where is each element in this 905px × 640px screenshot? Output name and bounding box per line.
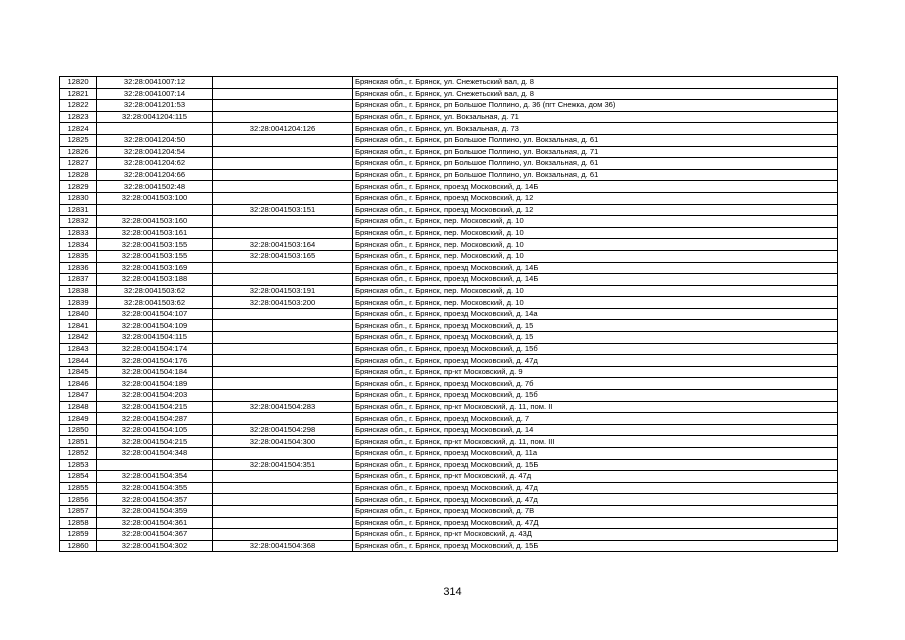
cadastral-number-cell: 32:28:0041504:357 — [97, 494, 213, 506]
table-row — [60, 540, 838, 552]
table-row — [60, 471, 838, 483]
table-row — [60, 424, 838, 436]
table-row — [60, 239, 838, 251]
row-number-cell: 12829 — [60, 181, 97, 193]
address-cell: Брянская обл., г. Брянск, проезд Московский, д. 7В — [353, 505, 838, 517]
address-cell: Брянская обл., г. Брянск, проезд Московский, д. 7 — [353, 413, 838, 425]
row-number-cell: 12860 — [60, 540, 97, 552]
address-cell: Брянская обл., г. Брянск, проезд Московский, д. 47д — [353, 355, 838, 367]
table-row — [60, 250, 838, 262]
cadastral-number-cell: 32:28:0041503:160 — [97, 216, 213, 228]
related-cadastral-number-cell — [213, 494, 353, 506]
table-row — [60, 227, 838, 239]
related-cadastral-number-cell — [213, 482, 353, 494]
cadastral-number-cell: 32:28:0041503:100 — [97, 192, 213, 204]
related-cadastral-number-cell — [213, 216, 353, 228]
table-row — [60, 320, 838, 332]
row-number-cell: 12853 — [60, 459, 97, 471]
cadastral-number-cell: 32:28:0041504:176 — [97, 355, 213, 367]
row-number-cell: 12852 — [60, 448, 97, 460]
related-cadastral-number-cell — [213, 320, 353, 332]
related-cadastral-number-cell — [213, 274, 353, 286]
address-cell: Брянская обл., г. Брянск, пр-кт Московский, д. 47д — [353, 471, 838, 483]
registry-table-body — [60, 77, 838, 552]
table-row — [60, 297, 838, 309]
address-cell: Брянская обл., г. Брянск, проезд Московский, д. 12 — [353, 192, 838, 204]
row-number-cell: 12820 — [60, 77, 97, 89]
row-number-cell: 12832 — [60, 216, 97, 228]
address-cell: Брянская обл., г. Брянск, проезд Московский, д. 15б — [353, 390, 838, 402]
row-number-cell: 12833 — [60, 227, 97, 239]
table-row — [60, 332, 838, 344]
row-number-cell: 12854 — [60, 471, 97, 483]
table-row — [60, 390, 838, 402]
address-cell: Брянская обл., г. Брянск, пер. Московский, д. 10 — [353, 227, 838, 239]
address-cell: Брянская обл., г. Брянск, проезд Московский, д. 14Б — [353, 262, 838, 274]
table-row — [60, 448, 838, 460]
cadastral-number-cell: 32:28:0041503:62 — [97, 297, 213, 309]
related-cadastral-number-cell — [213, 517, 353, 529]
address-cell: Брянская обл., г. Брянск, проезд Московский, д. 14а — [353, 308, 838, 320]
table-row — [60, 192, 838, 204]
table-row — [60, 401, 838, 413]
cadastral-number-cell: 32:28:0041504:215 — [97, 401, 213, 413]
related-cadastral-number-cell: 32:28:0041503:165 — [213, 250, 353, 262]
table-row — [60, 343, 838, 355]
cadastral-number-cell: 32:28:0041204:62 — [97, 158, 213, 170]
row-number-cell: 12848 — [60, 401, 97, 413]
related-cadastral-number-cell — [213, 146, 353, 158]
cadastral-number-cell: 32:28:0041503:188 — [97, 274, 213, 286]
table-row — [60, 308, 838, 320]
address-cell: Брянская обл., г. Брянск, пр-кт Московский, д. 11, пом. III — [353, 436, 838, 448]
row-number-cell: 12823 — [60, 111, 97, 123]
address-cell: Брянская обл., г. Брянск, рп Большое Полпино, ул. Вокзальная, д. 61 — [353, 169, 838, 181]
row-number-cell: 12849 — [60, 413, 97, 425]
related-cadastral-number-cell — [213, 169, 353, 181]
address-cell: Брянская обл., г. Брянск, пер. Московский, д. 10 — [353, 216, 838, 228]
related-cadastral-number-cell: 32:28:0041504:351 — [213, 459, 353, 471]
row-number-cell: 12840 — [60, 308, 97, 320]
related-cadastral-number-cell — [213, 378, 353, 390]
cadastral-number-cell: 32:28:0041007:14 — [97, 88, 213, 100]
address-cell: Брянская обл., г. Брянск, пр-кт Московский, д. 43Д — [353, 529, 838, 541]
related-cadastral-number-cell — [213, 471, 353, 483]
table-row — [60, 158, 838, 170]
cadastral-number-cell: 32:28:0041503:161 — [97, 227, 213, 239]
table-row — [60, 517, 838, 529]
address-cell: Брянская обл., г. Брянск, ул. Снежетьский вал, д. 8 — [353, 88, 838, 100]
related-cadastral-number-cell — [213, 192, 353, 204]
cadastral-number-cell: 32:28:0041504:184 — [97, 366, 213, 378]
address-cell: Брянская обл., г. Брянск, пер. Московский, д. 10 — [353, 297, 838, 309]
row-number-cell: 12827 — [60, 158, 97, 170]
related-cadastral-number-cell: 32:28:0041503:151 — [213, 204, 353, 216]
row-number-cell: 12846 — [60, 378, 97, 390]
row-number-cell: 12836 — [60, 262, 97, 274]
row-number-cell: 12831 — [60, 204, 97, 216]
address-cell: Брянская обл., г. Брянск, проезд Московский, д. 15Б — [353, 459, 838, 471]
related-cadastral-number-cell — [213, 134, 353, 146]
address-cell: Брянская обл., г. Брянск, проезд Московский, д. 47Д — [353, 517, 838, 529]
table-row — [60, 482, 838, 494]
cadastral-number-cell: 32:28:0041504:348 — [97, 448, 213, 460]
address-cell: Брянская обл., г. Брянск, проезд Московский, д. 7б — [353, 378, 838, 390]
related-cadastral-number-cell — [213, 355, 353, 367]
cadastral-number-cell: 32:28:0041007:12 — [97, 77, 213, 89]
table-row — [60, 146, 838, 158]
cadastral-number-cell: 32:28:0041204:66 — [97, 169, 213, 181]
related-cadastral-number-cell — [213, 100, 353, 112]
address-cell: Брянская обл., г. Брянск, ул. Вокзальная, д. 71 — [353, 111, 838, 123]
cadastral-number-cell: 32:28:0041504:359 — [97, 505, 213, 517]
cadastral-number-cell: 32:28:0041504:215 — [97, 436, 213, 448]
related-cadastral-number-cell: 32:28:0041503:164 — [213, 239, 353, 251]
address-cell: Брянская обл., г. Брянск, проезд Московский, д. 14Б — [353, 181, 838, 193]
address-cell: Брянская обл., г. Брянск, проезд Московский, д. 14 — [353, 424, 838, 436]
table-row — [60, 505, 838, 517]
registry-table — [59, 76, 838, 552]
related-cadastral-number-cell — [213, 227, 353, 239]
row-number-cell: 12842 — [60, 332, 97, 344]
related-cadastral-number-cell: 32:28:0041504:298 — [213, 424, 353, 436]
address-cell: Брянская обл., г. Брянск, проезд Московский, д. 47д — [353, 482, 838, 494]
address-cell: Брянская обл., г. Брянск, рп Большое Полпино, ул. Вокзальная, д. 61 — [353, 158, 838, 170]
address-cell: Брянская обл., г. Брянск, рп Большое Полпино, ул. Вокзальная, д. 71 — [353, 146, 838, 158]
cadastral-number-cell: 32:28:0041504:115 — [97, 332, 213, 344]
table-row — [60, 216, 838, 228]
cadastral-number-cell — [97, 123, 213, 135]
address-cell: Брянская обл., г. Брянск, пр-кт Московский, д. 9 — [353, 366, 838, 378]
cadastral-number-cell: 32:28:0041504:355 — [97, 482, 213, 494]
table-row — [60, 262, 838, 274]
related-cadastral-number-cell — [213, 158, 353, 170]
row-number-cell: 12837 — [60, 274, 97, 286]
row-number-cell: 12850 — [60, 424, 97, 436]
row-number-cell: 12844 — [60, 355, 97, 367]
table-row — [60, 378, 838, 390]
table-row — [60, 204, 838, 216]
cadastral-number-cell — [97, 459, 213, 471]
row-number-cell: 12839 — [60, 297, 97, 309]
row-number-cell: 12841 — [60, 320, 97, 332]
cadastral-number-cell: 32:28:0041204:115 — [97, 111, 213, 123]
cadastral-number-cell: 32:28:0041504:105 — [97, 424, 213, 436]
related-cadastral-number-cell — [213, 111, 353, 123]
related-cadastral-number-cell — [213, 262, 353, 274]
address-cell: Брянская обл., г. Брянск, проезд Московский, д. 15 — [353, 332, 838, 344]
related-cadastral-number-cell — [213, 390, 353, 402]
table-row — [60, 123, 838, 135]
row-number-cell: 12835 — [60, 250, 97, 262]
table-row — [60, 285, 838, 297]
cadastral-number-cell: 32:28:0041502:48 — [97, 181, 213, 193]
row-number-cell: 12858 — [60, 517, 97, 529]
row-number-cell: 12830 — [60, 192, 97, 204]
related-cadastral-number-cell — [213, 332, 353, 344]
address-cell: Брянская обл., г. Брянск, проезд Московский, д. 11а — [353, 448, 838, 460]
related-cadastral-number-cell: 32:28:0041504:283 — [213, 401, 353, 413]
related-cadastral-number-cell: 32:28:0041503:191 — [213, 285, 353, 297]
address-cell: Брянская обл., г. Брянск, пер. Московский, д. 10 — [353, 285, 838, 297]
cadastral-number-cell — [97, 204, 213, 216]
table-row — [60, 100, 838, 112]
cadastral-number-cell: 32:28:0041504:354 — [97, 471, 213, 483]
cadastral-number-cell: 32:28:0041503:62 — [97, 285, 213, 297]
cadastral-number-cell: 32:28:0041503:155 — [97, 250, 213, 262]
related-cadastral-number-cell — [213, 505, 353, 517]
row-number-cell: 12824 — [60, 123, 97, 135]
related-cadastral-number-cell: 32:28:0041504:300 — [213, 436, 353, 448]
address-cell: Брянская обл., г. Брянск, рп Большое Полпино, д. 36 (пгт Снежка, дом 36) — [353, 100, 838, 112]
table-row — [60, 111, 838, 123]
row-number-cell: 12856 — [60, 494, 97, 506]
row-number-cell: 12843 — [60, 343, 97, 355]
cadastral-number-cell: 32:28:0041504:189 — [97, 378, 213, 390]
table-row — [60, 459, 838, 471]
row-number-cell: 12847 — [60, 390, 97, 402]
table-row — [60, 88, 838, 100]
related-cadastral-number-cell — [213, 308, 353, 320]
table-row — [60, 169, 838, 181]
cadastral-number-cell: 32:28:0041503:169 — [97, 262, 213, 274]
cadastral-number-cell: 32:28:0041204:50 — [97, 134, 213, 146]
related-cadastral-number-cell — [213, 448, 353, 460]
row-number-cell: 12838 — [60, 285, 97, 297]
related-cadastral-number-cell — [213, 88, 353, 100]
table-row — [60, 413, 838, 425]
row-number-cell: 12857 — [60, 505, 97, 517]
related-cadastral-number-cell: 32:28:0041504:368 — [213, 540, 353, 552]
address-cell: Брянская обл., г. Брянск, проезд Московский, д. 14Б — [353, 274, 838, 286]
row-number-cell: 12834 — [60, 239, 97, 251]
page-number: 314 — [443, 586, 462, 598]
cadastral-number-cell: 32:28:0041504:109 — [97, 320, 213, 332]
row-number-cell: 12822 — [60, 100, 97, 112]
related-cadastral-number-cell — [213, 413, 353, 425]
table-row — [60, 134, 838, 146]
address-cell: Брянская обл., г. Брянск, ул. Снежетьский вал, д. 8 — [353, 77, 838, 89]
related-cadastral-number-cell — [213, 77, 353, 89]
row-number-cell: 12859 — [60, 529, 97, 541]
cadastral-number-cell: 32:28:0041504:203 — [97, 390, 213, 402]
table-row — [60, 529, 838, 541]
row-number-cell: 12825 — [60, 134, 97, 146]
cadastral-number-cell: 32:28:0041504:107 — [97, 308, 213, 320]
related-cadastral-number-cell — [213, 343, 353, 355]
row-number-cell: 12855 — [60, 482, 97, 494]
cadastral-number-cell: 32:28:0041201:53 — [97, 100, 213, 112]
row-number-cell: 12826 — [60, 146, 97, 158]
address-cell: Брянская обл., г. Брянск, пер. Московский, д. 10 — [353, 239, 838, 251]
related-cadastral-number-cell: 32:28:0041204:126 — [213, 123, 353, 135]
address-cell: Брянская обл., г. Брянск, пер. Московский, д. 10 — [353, 250, 838, 262]
cadastral-number-cell: 32:28:0041204:54 — [97, 146, 213, 158]
row-number-cell: 12851 — [60, 436, 97, 448]
table-row — [60, 181, 838, 193]
cadastral-number-cell: 32:28:0041504:302 — [97, 540, 213, 552]
cadastral-number-cell: 32:28:0041504:174 — [97, 343, 213, 355]
cadastral-number-cell: 32:28:0041504:287 — [97, 413, 213, 425]
table-row — [60, 274, 838, 286]
address-cell: Брянская обл., г. Брянск, проезд Московский, д. 15Б — [353, 540, 838, 552]
address-cell: Брянская обл., г. Брянск, ул. Вокзальная, д. 73 — [353, 123, 838, 135]
row-number-cell: 12845 — [60, 366, 97, 378]
table-row — [60, 436, 838, 448]
address-cell: Брянская обл., г. Брянск, проезд Московский, д. 15 — [353, 320, 838, 332]
related-cadastral-number-cell — [213, 366, 353, 378]
row-number-cell: 12828 — [60, 169, 97, 181]
row-number-cell: 12821 — [60, 88, 97, 100]
address-cell: Брянская обл., г. Брянск, рп Большое Полпино, ул. Вокзальная, д. 61 — [353, 134, 838, 146]
cadastral-number-cell: 32:28:0041503:155 — [97, 239, 213, 251]
cadastral-number-cell: 32:28:0041504:367 — [97, 529, 213, 541]
address-cell: Брянская обл., г. Брянск, проезд Московский, д. 12 — [353, 204, 838, 216]
table-row — [60, 355, 838, 367]
related-cadastral-number-cell — [213, 529, 353, 541]
address-cell: Брянская обл., г. Брянск, пр-кт Московский, д. 11, пом. II — [353, 401, 838, 413]
cadastral-number-cell: 32:28:0041504:361 — [97, 517, 213, 529]
table-row — [60, 494, 838, 506]
address-cell: Брянская обл., г. Брянск, проезд Московский, д. 47д — [353, 494, 838, 506]
table-row — [60, 77, 838, 89]
address-cell: Брянская обл., г. Брянск, проезд Московский, д. 15б — [353, 343, 838, 355]
related-cadastral-number-cell — [213, 181, 353, 193]
related-cadastral-number-cell: 32:28:0041503:200 — [213, 297, 353, 309]
table-row — [60, 366, 838, 378]
